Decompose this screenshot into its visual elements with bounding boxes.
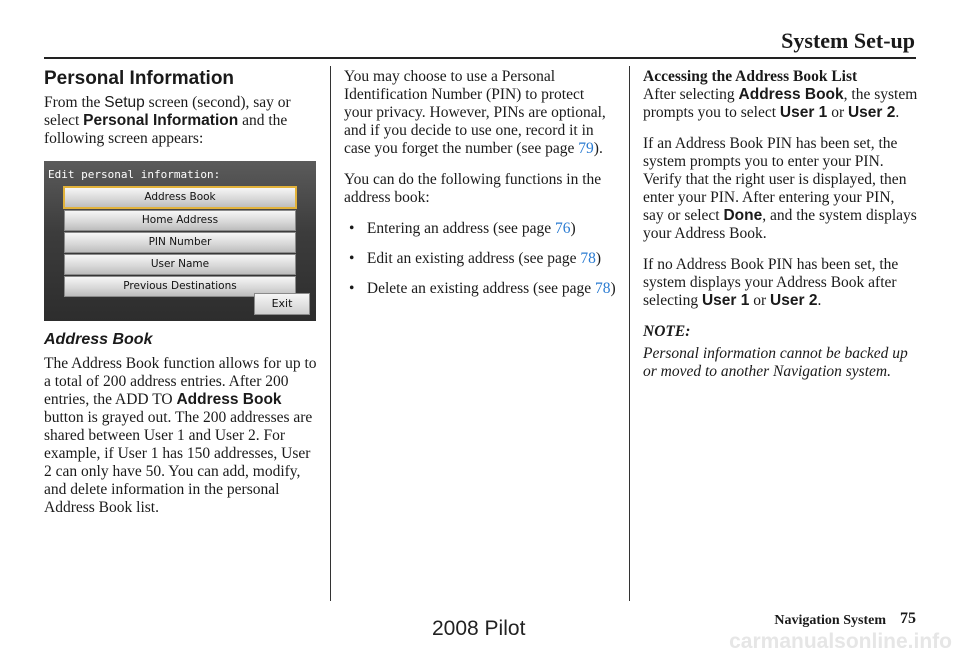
section-heading: Personal Information bbox=[44, 68, 235, 89]
pin-text-pre: You may choose to use a Personal Identification Number (PIN) to protect your privacy. However, PINs are optional, and if you decide to use one, record it in case you forget the number (see page bbox=[344, 68, 606, 157]
address-book-paragraph bbox=[44, 355, 319, 517]
done-term: Done bbox=[723, 207, 763, 224]
intro-text-mid: screen (second), say or select bbox=[44, 94, 291, 129]
text: , and the system displays your Address Book. bbox=[643, 207, 917, 242]
column-3 bbox=[643, 68, 918, 381]
model-watermark: 2008 Pilot bbox=[432, 617, 526, 640]
user-2-term: User 2 bbox=[847, 104, 896, 121]
bullet-end: ) bbox=[610, 280, 616, 297]
no-pin-paragraph bbox=[643, 256, 918, 310]
bullet-text: Edit an existing address (see page bbox=[366, 250, 581, 267]
address-book-term: Address Book bbox=[738, 86, 844, 103]
screen-button-pin-number[interactable]: PIN Number bbox=[64, 232, 296, 253]
accessing-paragraph bbox=[643, 86, 918, 122]
address-book-text-pre: The Address Book function allows for up to a total of 200 address entries. After 200 entries, the ADD TO bbox=[44, 355, 317, 408]
bullet-text: Entering an address (see page bbox=[366, 220, 555, 237]
address-book-term: Address Book bbox=[176, 391, 282, 408]
screen-title: Edit personal information: bbox=[48, 168, 221, 181]
note-text: Personal information cannot be backed up or moved to another Navigation system. bbox=[643, 345, 908, 380]
personal-information-term: Personal Information bbox=[83, 112, 239, 129]
text: If no Address Book PIN has been set, the system displays your Address Book after selecting bbox=[643, 256, 899, 309]
intro-paragraph bbox=[44, 94, 319, 148]
screen-button-previous-destinations[interactable]: Previous Destinations bbox=[64, 276, 296, 297]
site-watermark: carmanualsonline.info bbox=[729, 630, 952, 653]
functions-paragraph: You can do the following functions in the address book: bbox=[344, 171, 602, 206]
screen-button-user-name[interactable]: User Name bbox=[64, 254, 296, 275]
intro-text-post: and the following screen appears: bbox=[44, 112, 288, 147]
screen-button-home-address[interactable]: Home Address bbox=[64, 210, 296, 231]
column-divider-1 bbox=[330, 66, 331, 601]
list-item bbox=[344, 280, 616, 298]
text: If an Address Book PIN has been set, the system prompts you to enter your PIN. Verify that the right user is displayed, then enter your PIN. After entering your PIN, say or select bbox=[643, 135, 907, 224]
pin-paragraph bbox=[344, 68, 616, 158]
page-link-76[interactable]: 76 bbox=[554, 220, 571, 237]
text: . bbox=[817, 292, 822, 309]
address-book-heading: Address Book bbox=[44, 331, 153, 348]
page-number: 75 bbox=[900, 610, 916, 627]
user-1-term: User 1 bbox=[701, 292, 750, 309]
column-1 bbox=[44, 68, 319, 530]
page-link-78[interactable]: 78 bbox=[580, 250, 596, 267]
list-item bbox=[344, 220, 616, 238]
page-link-79[interactable]: 79 bbox=[578, 140, 594, 157]
bullet-end: ) bbox=[570, 220, 576, 237]
pin-set-paragraph bbox=[643, 135, 918, 243]
pin-text-post: ). bbox=[593, 140, 603, 157]
text: or bbox=[827, 104, 848, 121]
column-divider-2 bbox=[629, 66, 630, 601]
header-rule bbox=[44, 57, 916, 59]
page-link-78[interactable]: 78 bbox=[594, 280, 611, 297]
setup-term: Setup bbox=[104, 94, 145, 111]
list-item bbox=[344, 250, 616, 268]
note-label: NOTE: bbox=[643, 323, 691, 340]
column-2 bbox=[344, 68, 616, 310]
text: or bbox=[749, 292, 771, 309]
address-book-text-post: button is grayed out. The 200 addresses are shared between User 1 and User 2. For example, if User 1 has 150 addresses, User 2 can only have 50. You can add, modify, and delete information in the personal Address Book list. bbox=[44, 409, 313, 516]
nav-screen-image bbox=[44, 161, 316, 321]
text: , the system prompts you to select bbox=[643, 86, 918, 121]
intro-text-pre: From the bbox=[44, 94, 105, 111]
page-header-title: System Set-up bbox=[781, 28, 915, 53]
bullet-end: ) bbox=[595, 250, 602, 267]
screen-button-exit[interactable]: Exit bbox=[254, 293, 310, 315]
user-2-term: User 2 bbox=[770, 292, 818, 309]
screen-button-address-book[interactable]: Address Book bbox=[63, 186, 297, 209]
user-1-term: User 1 bbox=[779, 104, 828, 121]
text: . bbox=[895, 104, 900, 121]
accessing-heading: Accessing the Address Book List bbox=[643, 68, 858, 85]
bullet-text: Delete an existing address (see page bbox=[366, 280, 595, 297]
text: After selecting bbox=[643, 86, 739, 103]
footer-section-name: Navigation System bbox=[774, 613, 886, 628]
